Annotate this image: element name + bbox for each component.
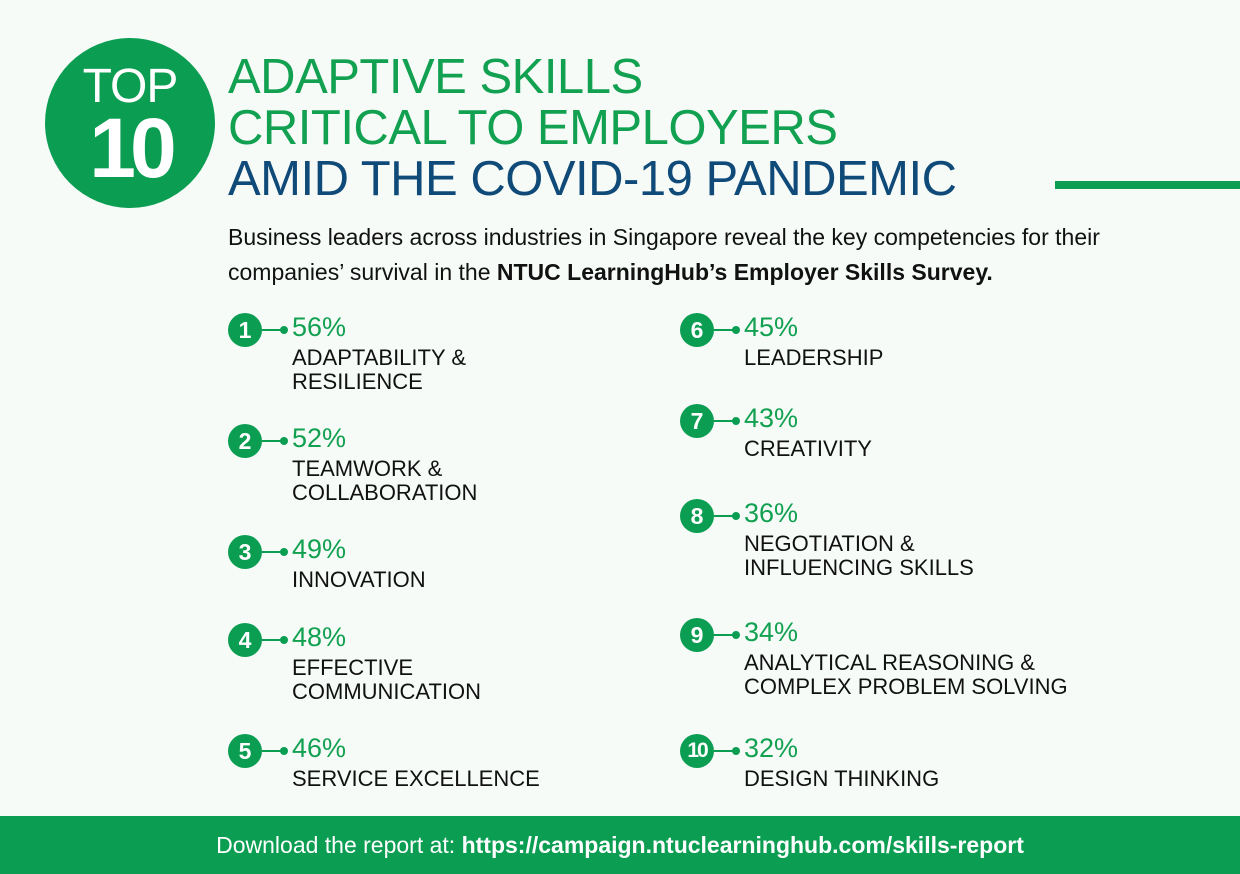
skill-percent: 32% [744, 733, 799, 763]
connector-dot [732, 512, 740, 520]
connector-dot [732, 631, 740, 639]
title-rule [1055, 181, 1240, 189]
skill-label-line: RESILIENCE [292, 369, 423, 394]
connector-dot [280, 548, 288, 556]
connector-dot [280, 747, 288, 755]
skill-label-line: TEAMWORK & [292, 456, 443, 481]
connector-dot [732, 326, 740, 334]
rank-badge: 2 [228, 424, 262, 458]
skill-label [292, 457, 672, 505]
badge-top-text: TOP [82, 60, 178, 113]
skill-percent: 49% [292, 534, 347, 564]
skill-label-line: INNOVATION [292, 567, 426, 592]
top-10-badge [45, 38, 215, 208]
rank-badge: 3 [228, 535, 262, 569]
intro-survey-name: NTUC LearningHub’s Employer Skills Survey. [496, 259, 993, 285]
skill-percent: 46% [292, 733, 347, 763]
rank-badge: 8 [680, 499, 714, 533]
connector-dot [732, 417, 740, 425]
skill-label [292, 767, 672, 791]
skill-percent: 48% [292, 622, 347, 652]
skill-percent: 34% [744, 617, 799, 647]
skill-label-line: COMPLEX PROBLEM SOLVING [744, 674, 1068, 699]
skill-label-line: DESIGN THINKING [744, 766, 940, 791]
skill-label-line: EFFECTIVE [292, 655, 414, 680]
headline-line-3: AMID THE COVID-19 PANDEMIC [228, 152, 957, 206]
rank-badge: 5 [228, 734, 262, 768]
skill-label [292, 568, 672, 592]
intro-text: Business leaders across industries in Singapore reveal the key competencies for their companies’ survival in the [228, 224, 1100, 285]
skill-percent: 52% [292, 423, 347, 453]
headline-line-2: CRITICAL TO EMPLOYERS [228, 101, 838, 155]
skill-percent: 43% [744, 403, 799, 433]
skill-label [744, 346, 1124, 370]
connector-dot [280, 326, 288, 334]
rank-badge: 10 [680, 734, 714, 768]
skill-label [744, 437, 1124, 461]
rank-badge: 7 [680, 404, 714, 438]
rank-badge: 1 [228, 313, 262, 347]
skill-label [744, 767, 1124, 791]
skill-label [744, 532, 1124, 580]
skill-label-line: COLLABORATION [292, 480, 478, 505]
footer-bar [0, 816, 1240, 874]
skill-label [744, 651, 1124, 699]
badge-number: 10 [89, 101, 171, 195]
rank-badge: 4 [228, 623, 262, 657]
headline [228, 52, 956, 205]
skill-label-line: LEADERSHIP [744, 345, 884, 370]
rank-badge: 6 [680, 313, 714, 347]
skill-percent: 56% [292, 312, 347, 342]
skill-label-line: COMMUNICATION [292, 679, 482, 704]
skill-label-line: ADAPTABILITY & [292, 345, 467, 370]
report-link[interactable]: https://campaign.ntuclearninghub.com/skills-report [461, 832, 1024, 858]
skill-label-line: ANALYTICAL REASONING & [744, 650, 1035, 675]
skill-label-line: SERVICE EXCELLENCE [292, 766, 540, 791]
intro-paragraph [228, 220, 1218, 290]
connector-dot [280, 437, 288, 445]
skill-label-line: NEGOTIATION & [744, 531, 915, 556]
skill-percent: 36% [744, 498, 799, 528]
footer-prefix: Download the report at: [216, 832, 462, 858]
rank-badge: 9 [680, 618, 714, 652]
skill-label [292, 346, 672, 394]
skill-label [292, 656, 672, 704]
skill-percent: 45% [744, 312, 799, 342]
headline-line-1: ADAPTIVE SKILLS [228, 50, 643, 104]
connector-dot [732, 747, 740, 755]
skill-label-line: INFLUENCING SKILLS [744, 555, 974, 580]
skill-label-line: CREATIVITY [744, 436, 872, 461]
connector-dot [280, 636, 288, 644]
